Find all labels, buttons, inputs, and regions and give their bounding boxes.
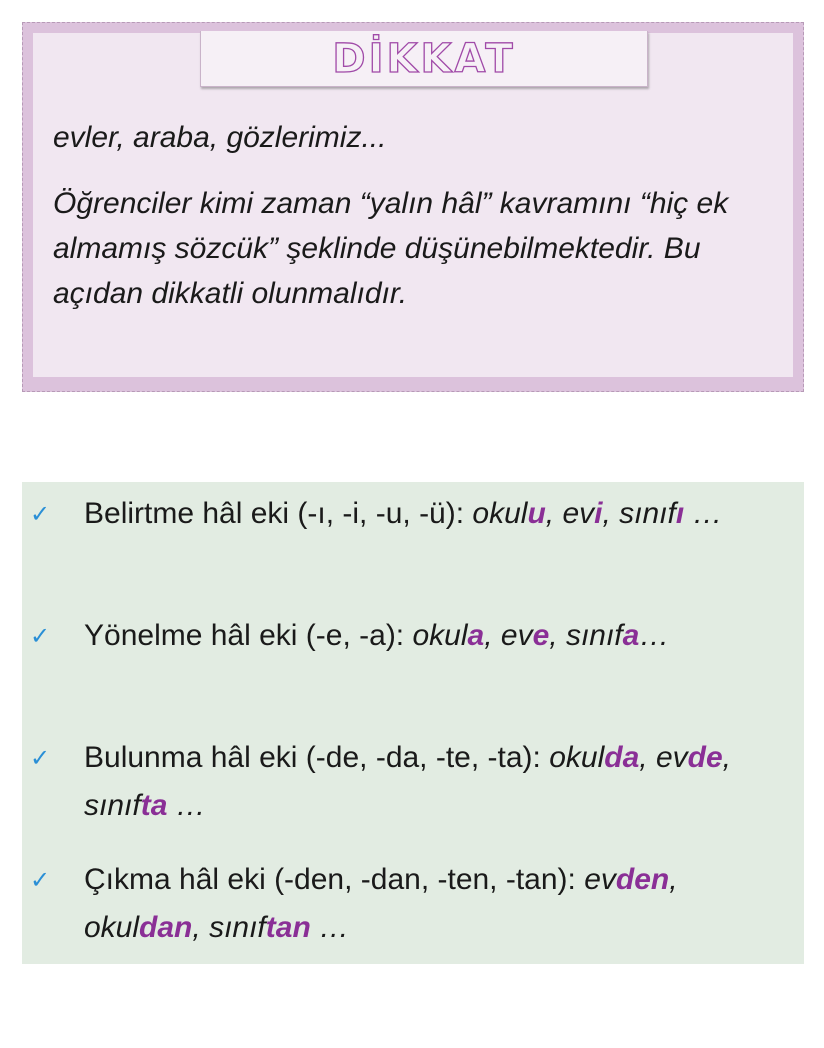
example-stem: sınıf — [84, 789, 141, 822]
dikkat-title-tab — [200, 31, 648, 87]
case-suffixes: (-ı, -i, -u, -ü): — [289, 497, 473, 530]
dikkat-inner-panel — [33, 33, 793, 377]
example-separator: , — [602, 497, 620, 530]
example-stem: sınıf — [209, 911, 266, 944]
example-suffix: ı — [675, 497, 685, 530]
dikkat-box — [22, 22, 804, 392]
case-suffixes: (-de, -da, -te, -ta): — [297, 741, 550, 774]
example-separator: … — [639, 619, 670, 652]
check-icon: ✓ — [30, 866, 51, 894]
case-name: Bulunma hâl eki — [84, 741, 298, 774]
example-suffix: dan — [139, 911, 193, 944]
example-separator: , — [669, 863, 678, 896]
check-icon: ✓ — [30, 744, 51, 772]
case-suffix-list-box — [22, 482, 804, 964]
example-stem: ev — [584, 863, 616, 896]
case-name: Yönelme hâl eki — [84, 619, 298, 652]
case-text — [84, 734, 796, 830]
example-stem: okul — [472, 497, 528, 530]
example-separator: … — [167, 789, 206, 822]
check-icon: ✓ — [30, 500, 51, 528]
example-suffix: a — [467, 619, 485, 652]
case-suffixes: (-den, -dan, -ten, -tan): — [265, 863, 585, 896]
example-separator: … — [684, 497, 723, 530]
example-suffix: i — [594, 497, 603, 530]
dikkat-example-line: evler, araba, gözlerimiz... — [53, 121, 387, 154]
example-suffix: u — [527, 497, 546, 530]
case-name: Belirtme hâl eki — [84, 497, 290, 530]
example-stem: okul — [412, 619, 468, 652]
example-suffix: da — [604, 741, 640, 774]
example-separator: , — [192, 911, 210, 944]
example-separator: … — [310, 911, 350, 944]
example-stem: sınıf — [565, 619, 623, 652]
example-stem: ev — [562, 497, 595, 530]
example-stem: ev — [655, 741, 688, 774]
example-separator: , — [484, 619, 501, 652]
example-stem: okul — [549, 741, 605, 774]
check-icon: ✓ — [30, 622, 51, 650]
example-stem: okul — [84, 911, 140, 944]
example-suffix: ta — [140, 789, 168, 822]
example-stem: ev — [500, 619, 533, 652]
example-suffix: a — [622, 619, 640, 652]
example-stem: sınıf — [619, 497, 676, 530]
example-suffix: de — [687, 741, 723, 774]
case-suffixes: (-e, -a): — [297, 619, 413, 652]
example-separator: , — [549, 619, 566, 652]
example-separator: , — [545, 497, 563, 530]
case-text — [84, 490, 796, 538]
case-text — [84, 612, 796, 660]
example-suffix: e — [532, 619, 550, 652]
example-separator: , — [722, 741, 731, 774]
case-text — [84, 856, 796, 952]
dikkat-note-paragraph: Öğrenciler kimi zaman “yalın hâl” kavramını “hiç ek almamış sözcük” şeklinde düşünebilmektedir. Bu açıdan dikkatli olunmalıdır. — [53, 187, 729, 310]
example-separator: , — [639, 741, 656, 774]
case-name: Çıkma hâl eki — [84, 863, 266, 896]
example-suffix: tan — [265, 911, 311, 944]
dikkat-title: DİKKAT — [332, 35, 516, 82]
example-suffix: den — [615, 863, 670, 896]
